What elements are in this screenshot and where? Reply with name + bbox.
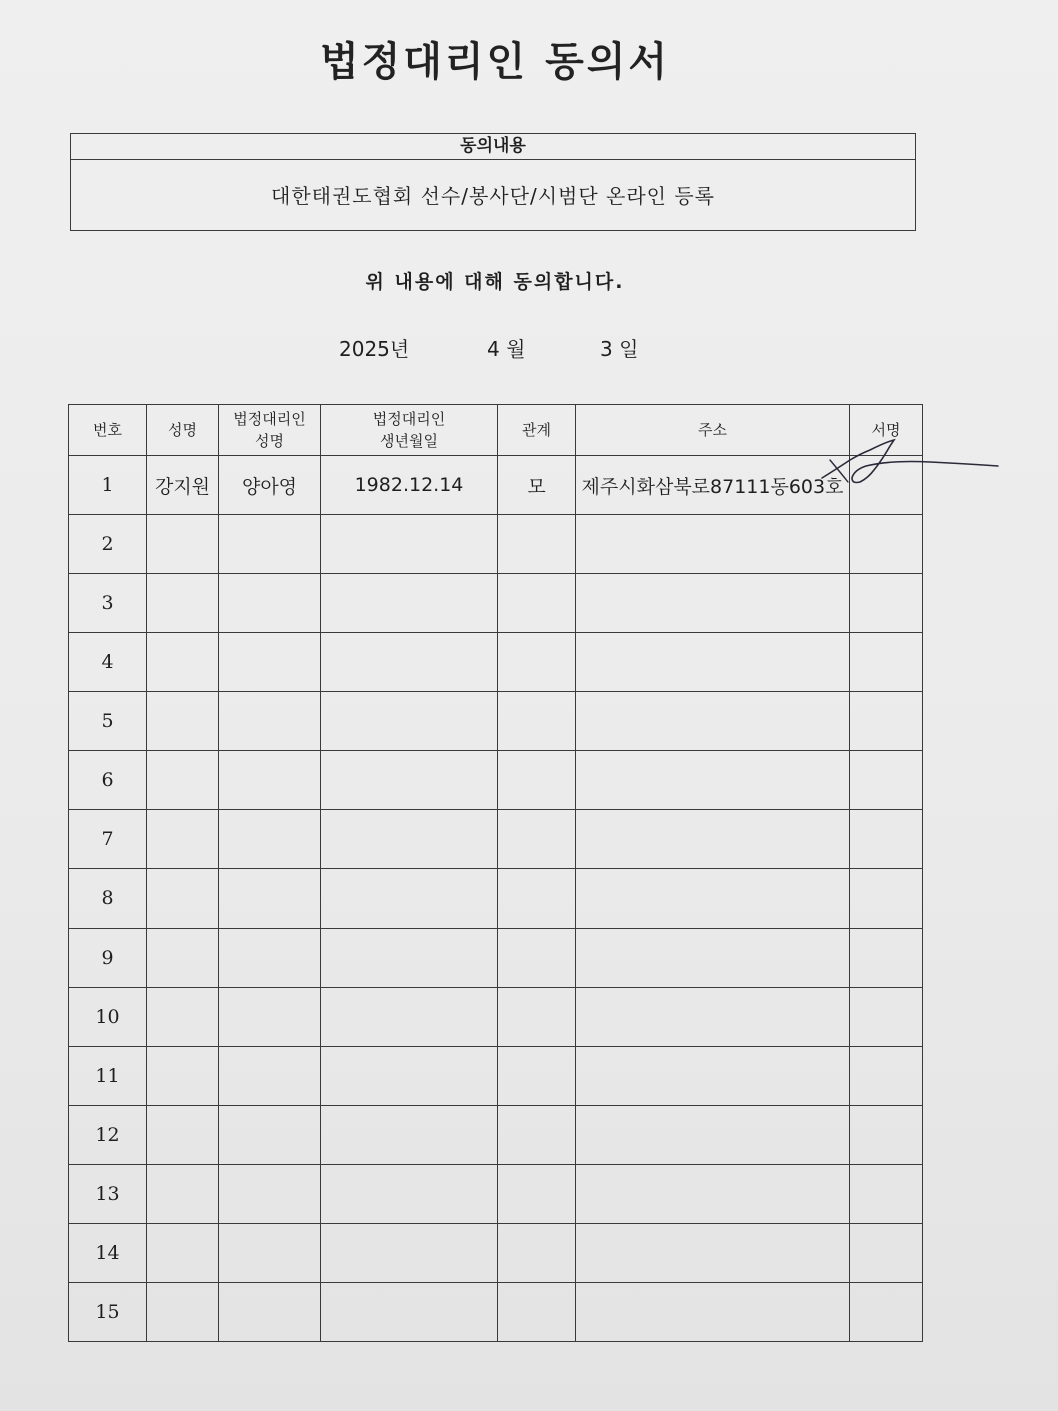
row-signature (850, 1046, 923, 1105)
row-relation (498, 869, 576, 928)
row-address (576, 692, 850, 751)
row-name (147, 810, 219, 869)
table-row (69, 574, 923, 633)
table-row (69, 1223, 923, 1282)
row-relation (498, 1282, 576, 1341)
handwritten-signature (790, 420, 1000, 500)
header-guardian-name-line2: 성명 (255, 432, 284, 450)
row-name (147, 574, 219, 633)
table-row (69, 810, 923, 869)
row-number: 7 (69, 810, 147, 869)
row-name (147, 692, 219, 751)
agree-statement: 위 내용에 대해 동의합니다. (365, 271, 625, 293)
row-name (147, 928, 219, 987)
row-signature (850, 633, 923, 692)
row-name (147, 633, 219, 692)
row-relation (498, 633, 576, 692)
row-name (147, 515, 219, 574)
row-guardian-name: 양아영 (219, 456, 321, 515)
header-guardian-name-line1: 법정대리인 (233, 410, 306, 428)
header-guardian-dob (321, 405, 498, 456)
row-address (576, 515, 850, 574)
row-guardian-dob (321, 928, 498, 987)
row-name (147, 1223, 219, 1282)
row-relation (498, 1046, 576, 1105)
header-name: 성명 (147, 405, 219, 456)
row-guardian-dob (321, 869, 498, 928)
row-guardian-name (219, 1282, 321, 1341)
table-row (69, 987, 923, 1046)
header-address: 주소 (576, 405, 850, 456)
row-signature (850, 869, 923, 928)
row-signature (850, 1164, 923, 1223)
row-signature (850, 751, 923, 810)
row-relation (498, 692, 576, 751)
row-guardian-dob (321, 574, 498, 633)
row-signature (850, 1223, 923, 1282)
table-row (69, 692, 923, 751)
row-address (576, 574, 850, 633)
row-guardian-name (219, 1046, 321, 1105)
row-guardian-name (219, 692, 321, 751)
row-guardian-dob (321, 515, 498, 574)
row-guardian-name (219, 869, 321, 928)
row-guardian-name (219, 987, 321, 1046)
row-number: 9 (69, 928, 147, 987)
row-relation (498, 987, 576, 1046)
row-address (576, 1282, 850, 1341)
row-number: 8 (69, 869, 147, 928)
table-row (69, 1282, 923, 1341)
table-row (69, 1105, 923, 1164)
row-guardian-name (219, 1164, 321, 1223)
row-relation (498, 810, 576, 869)
row-relation (498, 1105, 576, 1164)
table-row (69, 869, 923, 928)
consent-box (70, 133, 916, 231)
table-row (69, 751, 923, 810)
document-title: 법정대리인 동의서 (319, 39, 671, 85)
row-address (576, 1223, 850, 1282)
row-guardian-dob (321, 1046, 498, 1105)
row-relation (498, 751, 576, 810)
row-guardian-name (219, 928, 321, 987)
row-signature (850, 1105, 923, 1164)
table-row (69, 1164, 923, 1223)
row-number: 14 (69, 1223, 147, 1282)
row-address (576, 1105, 850, 1164)
row-address (576, 928, 850, 987)
row-signature (850, 928, 923, 987)
row-guardian-dob (321, 751, 498, 810)
row-guardian-name (219, 751, 321, 810)
row-address (576, 633, 850, 692)
row-name: 강지원 (147, 456, 219, 515)
date-year: 2025년 (339, 337, 410, 361)
row-signature (850, 987, 923, 1046)
row-number: 11 (69, 1046, 147, 1105)
consent-body: 대한태권도협회 선수/봉사단/시범단 온라인 등록 (271, 184, 715, 208)
row-address (576, 869, 850, 928)
table-body (69, 456, 923, 1342)
row-guardian-dob (321, 1223, 498, 1282)
row-guardian-dob (321, 1105, 498, 1164)
row-signature (850, 692, 923, 751)
row-address (576, 751, 850, 810)
date-month: 4 월 (487, 337, 526, 361)
row-address (576, 1046, 850, 1105)
row-number: 3 (69, 574, 147, 633)
row-number: 12 (69, 1105, 147, 1164)
header-guardian-name (219, 405, 321, 456)
consent-header: 동의내용 (71, 134, 915, 160)
row-relation (498, 1223, 576, 1282)
header-no: 번호 (69, 405, 147, 456)
row-signature (850, 574, 923, 633)
row-relation: 모 (498, 456, 576, 515)
row-guardian-dob: 1982.12.14 (321, 456, 498, 515)
header-relation: 관계 (498, 405, 576, 456)
row-guardian-dob (321, 692, 498, 751)
header-signature: 서명 (850, 405, 923, 456)
row-number: 13 (69, 1164, 147, 1223)
row-name (147, 1046, 219, 1105)
row-relation (498, 515, 576, 574)
row-relation (498, 928, 576, 987)
table-row (69, 1046, 923, 1105)
row-guardian-name (219, 574, 321, 633)
row-number: 6 (69, 751, 147, 810)
row-number: 4 (69, 633, 147, 692)
row-address: 제주시화삼북로87111동603호 (576, 456, 850, 515)
row-address (576, 1164, 850, 1223)
row-relation (498, 1164, 576, 1223)
row-guardian-name (219, 1105, 321, 1164)
table-row (69, 515, 923, 574)
row-address (576, 810, 850, 869)
header-guardian-dob-line2: 생년월일 (380, 432, 438, 450)
table-row (69, 928, 923, 987)
row-guardian-dob (321, 810, 498, 869)
row-guardian-name (219, 515, 321, 574)
row-number: 10 (69, 987, 147, 1046)
row-relation (498, 574, 576, 633)
guardian-table (68, 404, 923, 1342)
row-address (576, 987, 850, 1046)
row-guardian-dob (321, 633, 498, 692)
row-name (147, 987, 219, 1046)
row-guardian-dob (321, 1282, 498, 1341)
table-row (69, 633, 923, 692)
row-name (147, 1105, 219, 1164)
row-number: 5 (69, 692, 147, 751)
row-number: 15 (69, 1282, 147, 1341)
row-name (147, 751, 219, 810)
row-guardian-name (219, 1223, 321, 1282)
row-guardian-name (219, 810, 321, 869)
row-guardian-name (219, 633, 321, 692)
row-guardian-dob (321, 1164, 498, 1223)
row-guardian-dob (321, 987, 498, 1046)
row-signature (850, 515, 923, 574)
row-number: 2 (69, 515, 147, 574)
row-name (147, 1282, 219, 1341)
row-signature (850, 810, 923, 869)
row-name (147, 1164, 219, 1223)
row-number: 1 (69, 456, 147, 515)
row-signature (850, 1282, 923, 1341)
row-name (147, 869, 219, 928)
header-guardian-dob-line1: 법정대리인 (372, 410, 446, 428)
date-day: 3 일 (600, 337, 639, 361)
